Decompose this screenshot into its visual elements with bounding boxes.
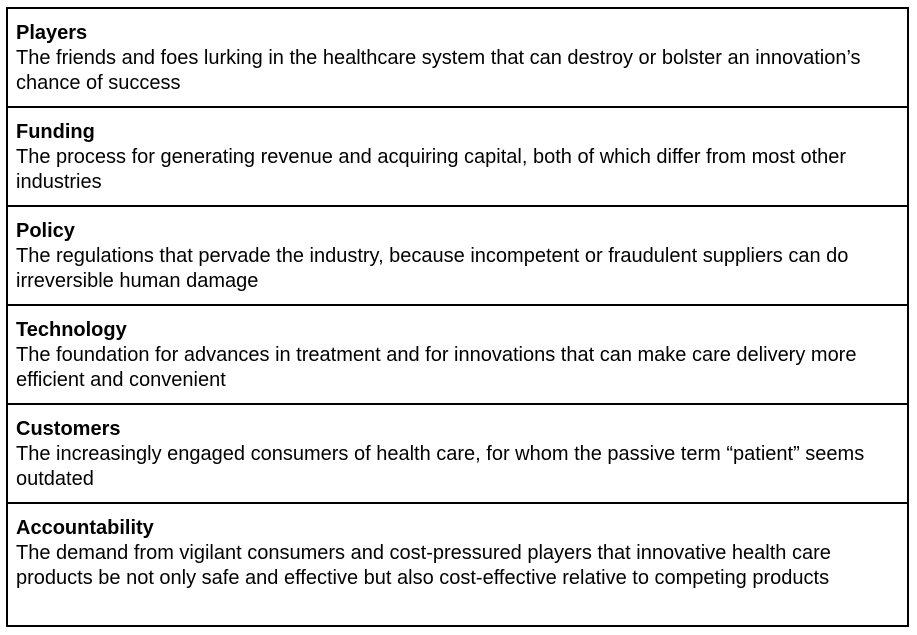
- table-row-accountability: [8, 504, 907, 627]
- table-row-players: [8, 9, 907, 108]
- table-row-funding: [8, 108, 907, 207]
- term-players: Players: [16, 22, 88, 44]
- term-customers: Customers: [16, 418, 121, 440]
- definition-accountability: The demand from vigilant consumers and cost-pressured players that innovative health care products be not only safe and effective but also cost-effective relative to competing products: [16, 542, 831, 590]
- definition-customers: The increasingly engaged consumers of health care, for whom the passive term “patient” seems outdated: [16, 443, 865, 491]
- term-accountability: Accountability: [16, 517, 154, 539]
- definition-technology: The foundation for advances in treatment and for innovations that can make care delivery more efficient and convenient: [16, 344, 857, 392]
- definitions-table: [6, 7, 909, 627]
- table-row-customers: [8, 405, 907, 504]
- definition-funding: The process for generating revenue and acquiring capital, both of which differ from most other industries: [16, 146, 847, 194]
- term-funding: Funding: [16, 121, 95, 143]
- definition-policy: The regulations that pervade the industry, because incompetent or fraudulent suppliers can do irreversible human damage: [16, 245, 849, 293]
- term-technology: Technology: [16, 319, 127, 341]
- table-row-technology: [8, 306, 907, 405]
- term-policy: Policy: [16, 220, 75, 242]
- definition-players: The friends and foes lurking in the healthcare system that can destroy or bolster an innovation’s chance of success: [16, 47, 861, 95]
- table-row-policy: [8, 207, 907, 306]
